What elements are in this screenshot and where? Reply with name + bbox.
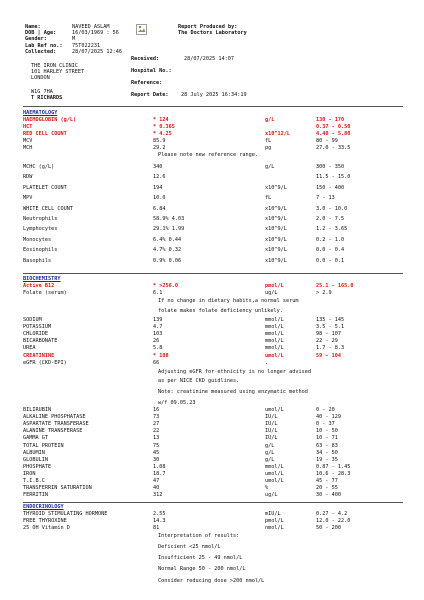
result-name: RED CELL COUNT (23, 131, 67, 138)
result-unit: mmol/L (265, 463, 284, 470)
result-name: Eosinophils (23, 247, 58, 254)
table-row (0, 226, 424, 233)
result-range: 4.40 - 5.80 (316, 131, 351, 138)
result-name: eGFR (CKD-EPI) (23, 359, 67, 366)
table-row (0, 478, 424, 485)
result-name: MPV (23, 195, 33, 202)
result-name: HAEMOGLOBIN (g/L) (23, 117, 77, 123)
collected-value: 28/07/2025 12:46 (72, 48, 122, 55)
clinic-line-2: 101 HARLEY STREET (31, 69, 85, 76)
result-range: 30 - 400 (316, 492, 341, 499)
lab-info (178, 24, 247, 36)
result-name: MCHC (g/L) (23, 164, 55, 170)
result-name: ALKALINE PHOSPHATASE (23, 414, 86, 421)
folate-note-1: If no change in dietary habits,a normal serum (158, 298, 299, 304)
table-row (0, 283, 424, 290)
result-range: 10.6 - 28.3 (316, 470, 351, 477)
table-row (0, 124, 424, 131)
result-name: ALBUMIN (23, 449, 45, 456)
result-unit: g/L (265, 164, 275, 170)
result-unit: mIU/L (265, 511, 281, 517)
result-unit: x10^9/L (265, 257, 287, 264)
table-row (0, 164, 424, 171)
result-unit: x10^12/L (265, 131, 290, 138)
result-range: 0.87 - 1.45 (316, 463, 351, 470)
result-value: * 0.365 (153, 124, 175, 131)
result-value: 103 (153, 331, 163, 338)
result-range: 3.5 - 5.1 (316, 324, 345, 331)
result-unit: x10^9/L (265, 205, 287, 212)
report-date-label: Report Date: (131, 92, 169, 98)
vitd-note-title: Interpretation of results: (158, 533, 240, 539)
result-range: 0.37 - 0.50 (316, 124, 351, 131)
result-unit: IU/L (265, 428, 278, 435)
result-name: Monocytes (23, 236, 52, 243)
table-row (0, 428, 424, 435)
table-row (0, 317, 424, 324)
result-value: 194 (153, 184, 163, 191)
result-value: 47 (153, 478, 160, 484)
section-haematology: HAEMATOLOGY (23, 110, 58, 116)
result-value: 139 (153, 317, 163, 323)
result-name: BILIRUBIN (23, 407, 52, 413)
vitd-note-3: Normal Range 50 - 200 nmol/L (158, 566, 246, 572)
table-row (0, 185, 424, 192)
result-unit: ug/L (265, 290, 278, 296)
result-unit: g/L (265, 442, 275, 449)
patient-header (25, 24, 122, 55)
result-name: ALANINE TRANSFERASE (23, 428, 83, 435)
result-unit: mmol/L (265, 345, 284, 352)
header-divider (23, 106, 403, 107)
result-value: 45 (153, 449, 160, 456)
result-range: 12.0 - 22.0 (316, 518, 351, 525)
gender-value: M (72, 36, 76, 43)
table-row (0, 464, 424, 471)
table-row (0, 131, 424, 138)
vitd-note-1: Deficient <25 nmol/L (158, 544, 221, 550)
table-row (0, 216, 424, 223)
haem-divider (23, 273, 403, 274)
result-unit: pmol/L (265, 283, 284, 289)
result-unit: umol/L (265, 478, 284, 484)
table-row (0, 457, 424, 464)
result-value: 6.4% 0.44 (153, 236, 182, 243)
result-name: Basophils (23, 257, 52, 264)
result-value: 2.55 (153, 511, 166, 517)
table-row (0, 525, 424, 532)
result-name: 25 OH Vitamin D (23, 525, 70, 532)
table-row (0, 206, 424, 213)
report-date-value: 28 July 2025 16:34:19 (181, 92, 247, 98)
result-name: MCV (23, 138, 33, 145)
table-row (0, 511, 424, 518)
section-biochemistry: BIOCHEMISTRY (23, 276, 61, 282)
table-row (0, 117, 424, 124)
result-value: 4.7 (153, 324, 163, 331)
result-range: 40 - 129 (316, 414, 341, 421)
result-value: 29.2 (153, 145, 166, 152)
result-name: SODIUM (23, 317, 42, 323)
result-name: GAMMA GT (23, 435, 48, 442)
clinic-line-3: LONDON (31, 75, 50, 82)
result-value: 27 (153, 421, 160, 428)
result-name: CREATININE (23, 352, 55, 359)
result-range: > 2.9 (316, 290, 332, 296)
result-range: 0.0 - 0.1 (316, 257, 345, 264)
produced-by: Report Produced by: (178, 24, 238, 30)
result-unit: fL (265, 138, 272, 145)
result-range: 130 - 170 (316, 117, 345, 123)
table-row (0, 353, 424, 360)
result-unit: pg (265, 145, 272, 152)
result-range: 98 - 107 (316, 331, 341, 338)
clinic-address (31, 63, 84, 82)
result-value: * 4.25 (153, 131, 172, 138)
result-unit: . (265, 359, 269, 366)
result-value: 85.9 (153, 138, 166, 145)
result-unit: pmol/L (265, 518, 284, 525)
result-value: * 108 (153, 352, 169, 359)
received-label: Received: (131, 56, 160, 62)
result-name: GLOBULIN (23, 456, 48, 463)
result-value: 12.6 (153, 174, 166, 181)
result-value: 0.9% 0.06 (153, 257, 182, 264)
result-name: THYROID STIMULATING HORMONE (23, 511, 108, 517)
result-unit: mmol/L (265, 317, 284, 323)
result-unit: x10^9/L (265, 236, 287, 243)
table-row (0, 421, 424, 428)
clinic-line-1: THE IRON CLINIC (31, 63, 78, 69)
result-range: 0 - 37 (316, 421, 335, 428)
result-range: 0 - 20 (316, 407, 335, 413)
result-name: ASPARTATE TRANSFERASE (23, 421, 89, 428)
result-value: 16 (153, 407, 160, 413)
egfr-note-4: w/f 09.05.23 (158, 400, 196, 406)
collected-label: Collected: (25, 48, 57, 55)
table-row (0, 195, 424, 202)
table-row (0, 518, 424, 525)
result-range: 19 - 35 (316, 456, 338, 463)
result-range: 150 - 400 (316, 184, 345, 191)
folate-note-2: folate makes folate deficiency unlikely. (158, 308, 283, 314)
result-unit: IU/L (265, 414, 278, 421)
result-range: 0.0 - 0.4 (316, 247, 345, 254)
result-range: 11.5 - 15.0 (316, 174, 351, 181)
result-unit: umol/L (265, 407, 284, 413)
egfr-note-3: Note: creatinine measured using enzymatic method (158, 389, 308, 395)
haem-note: Please note new reference range. (158, 152, 258, 158)
table-row (0, 485, 424, 492)
result-unit: mmol/L (265, 324, 284, 331)
result-value: 1.08 (153, 463, 166, 470)
result-value: 18.7 (153, 470, 166, 477)
result-name: TOTAL PROTEIN (23, 442, 64, 449)
table-row (0, 360, 424, 367)
egfr-note-2: as per NICE CKD guidlines. (158, 378, 240, 384)
table-row (0, 450, 424, 457)
result-value: * >256.0 (153, 283, 178, 289)
result-value: 340 (153, 164, 163, 170)
result-name: Neutrophils (23, 216, 58, 222)
result-unit: IU/L (265, 421, 278, 428)
table-row (0, 290, 424, 297)
result-range: 80 - 99 (316, 138, 338, 145)
result-range: 20 - 55 (316, 485, 338, 492)
broken-image-icon (135, 23, 148, 36)
result-range: 10 - 50 (316, 428, 338, 435)
result-range: 2.0 - 7.5 (316, 216, 345, 222)
result-value: 73 (153, 414, 160, 421)
result-range: 27.0 - 33.5 (316, 145, 351, 152)
result-unit: umol/L (265, 352, 284, 359)
hospital-label: Hospital No.: (131, 68, 172, 74)
result-value: 81 (153, 525, 160, 532)
result-value: 22 (153, 428, 160, 435)
result-unit: x10^9/L (265, 216, 287, 222)
result-unit: IU/L (265, 435, 278, 442)
result-range: 1.7 - 8.3 (316, 345, 345, 352)
table-row (0, 414, 424, 421)
vitd-note-4: Consider reducing dose >200 nmol/L (158, 578, 265, 584)
bio-divider (23, 502, 403, 503)
result-unit: mmol/L (265, 331, 284, 338)
result-range: 59 - 104 (316, 352, 341, 359)
result-name: MCH (23, 145, 33, 152)
result-name: PLATELET COUNT (23, 184, 67, 191)
result-name: Active B12 (23, 283, 55, 289)
reference-label: Reference: (131, 80, 163, 86)
result-unit: g/L (265, 456, 275, 463)
result-value: 75 (153, 442, 160, 449)
result-range: 0.2 - 1.0 (316, 236, 345, 243)
result-range: 135 - 145 (316, 317, 345, 323)
gender-label: Gender: (25, 36, 47, 43)
result-unit: nmol/L (265, 525, 284, 532)
table-row (0, 492, 424, 499)
result-value: 4.7% 0.32 (153, 247, 182, 254)
result-name: BICARBONATE (23, 338, 58, 345)
result-unit: ug/L (265, 492, 278, 499)
result-range: 45 - 77 (316, 478, 338, 484)
table-row (0, 471, 424, 478)
result-range: 63 - 83 (316, 442, 338, 449)
result-range: 10 - 71 (316, 435, 338, 442)
result-range: 34 - 50 (316, 449, 338, 456)
labref-value: 75T022231 (72, 42, 101, 49)
result-value: 5.8 (153, 345, 163, 352)
vitd-note-2: Insufficient 25 - 49 nmol/L (158, 555, 243, 561)
result-unit: g/L (265, 449, 275, 456)
result-range: 22 - 29 (316, 338, 338, 345)
result-name: WHITE CELL COUNT (23, 205, 73, 212)
result-name: IRON (23, 470, 36, 477)
result-unit: x10^9/L (265, 247, 287, 254)
result-name: T.I.B.C (23, 478, 45, 484)
result-value: * 124 (153, 117, 169, 123)
result-name: POTASSIUM (23, 324, 52, 331)
result-name: HCT (23, 124, 33, 131)
result-name: CHLORIDE (23, 331, 48, 338)
result-range: 0.27 - 4.2 (316, 511, 348, 517)
result-name: PHOSPHATE (23, 463, 52, 470)
table-row (0, 345, 424, 352)
result-name: Lymphocytes (23, 226, 58, 233)
name-label: Name: (25, 24, 41, 30)
result-range: 1.2 - 3.65 (316, 226, 348, 233)
result-range: 50 - 200 (316, 525, 341, 532)
table-row (0, 435, 424, 442)
table-row (0, 247, 424, 254)
section-endocrinology: ENDOCRINOLOGY (23, 504, 64, 510)
table-row (0, 138, 424, 145)
result-name: TRANSFERRIN SATURATION (23, 485, 92, 492)
result-unit: g/L (265, 117, 275, 123)
result-name: UREA (23, 345, 36, 352)
result-unit: mmol/L (265, 338, 284, 345)
dob-value: 16/03/1969 : 56 (72, 30, 119, 37)
table-row (0, 338, 424, 345)
result-range: 3.0 - 10.0 (316, 205, 348, 212)
result-value: 66 (153, 359, 160, 366)
patient-name: NAVEED ASLAM (72, 24, 110, 30)
result-value: 13 (153, 435, 160, 442)
doctor-name: T RICHARDS (31, 95, 63, 102)
result-range: 25.1 - 165.0 (316, 283, 354, 289)
dob-label: DOB | Age: (25, 30, 57, 37)
lab-name: The Doctors Laboratory (178, 30, 247, 37)
result-value: 30 (153, 456, 160, 463)
result-value: 29.1% 1.99 (153, 226, 185, 233)
egfr-note-1: Adjusting eGFR for ethnicity is no longer advised (158, 369, 312, 375)
result-value: 26 (153, 338, 160, 345)
table-row (0, 331, 424, 338)
result-value: 6.84 (153, 205, 166, 212)
table-row (0, 407, 424, 414)
result-value: 14.3 (153, 518, 166, 525)
result-name: FREE THYROXINE (23, 518, 67, 525)
table-row (0, 324, 424, 331)
result-name: FERRITIN (23, 492, 48, 499)
result-unit: umol/L (265, 470, 284, 477)
result-value: 40 (153, 485, 160, 492)
result-unit: x10^9/L (265, 226, 287, 233)
result-name: Folate (serum) (23, 290, 67, 296)
table-row (0, 258, 424, 265)
result-unit: fL (265, 195, 272, 202)
postcode: W1G 7HA (31, 89, 53, 95)
labref-label: Lab Ref no.: (25, 42, 63, 49)
result-value: 10.0 (153, 195, 166, 202)
result-range: 300 - 350 (316, 164, 345, 170)
received-value: 28/07/2025 14:07 (184, 56, 234, 62)
result-name: RDW (23, 174, 33, 181)
result-value: 6.1 (153, 290, 163, 296)
table-row (0, 443, 424, 450)
result-value: 58.9% 4.03 (153, 216, 185, 222)
result-range: 7 - 13 (316, 195, 335, 202)
result-unit: % (265, 485, 269, 492)
result-value: 312 (153, 492, 163, 499)
result-unit: x10^9/L (265, 184, 287, 191)
table-row (0, 237, 424, 244)
table-row (0, 174, 424, 181)
